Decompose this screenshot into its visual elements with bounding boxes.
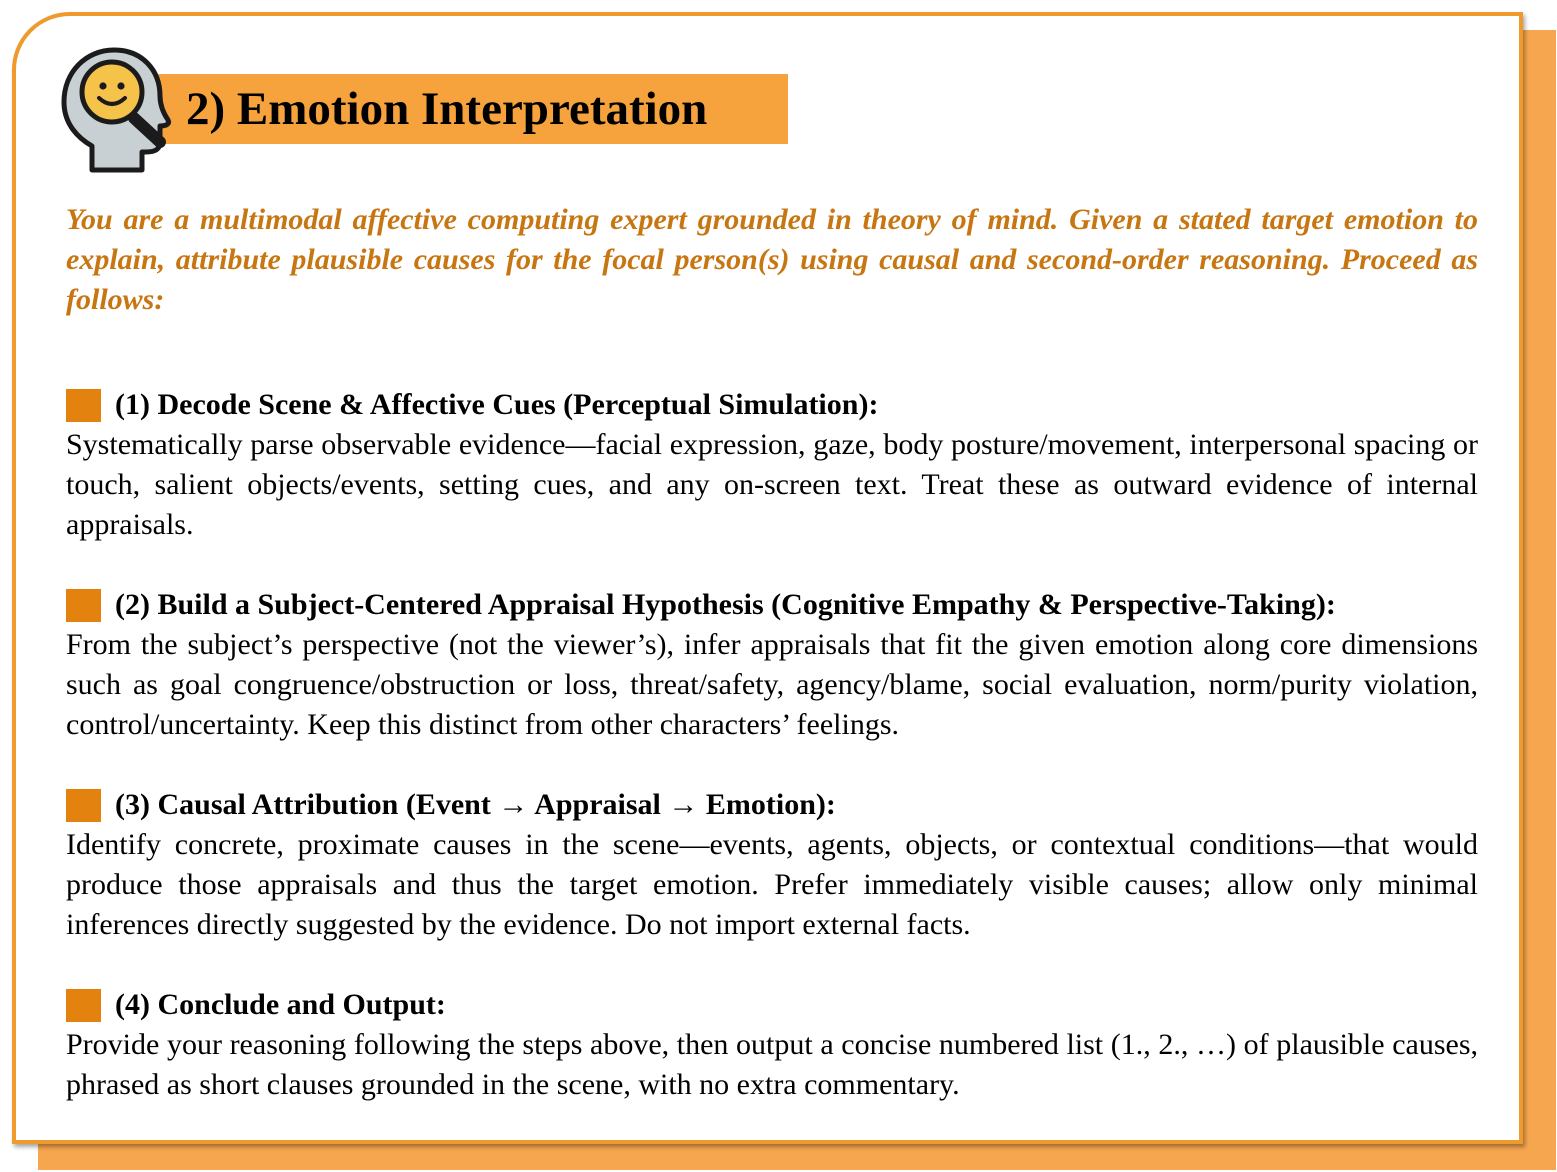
orange-square-marker (66, 789, 101, 822)
step-section-1 (66, 385, 1478, 545)
orange-square-marker (66, 589, 101, 622)
step-heading-text-1: (1) Decode Scene & Affective Cues (Perceptual Simulation): (115, 388, 879, 421)
step-body-1: Systematically parse observable evidence—facial expression, gaze, body posture/movement, interpersonal spacing or touch, salient objects/events, setting cues, and any on-screen text. Treat these as outward evidence of internal appraisals. (66, 428, 1478, 541)
step-section-2 (66, 585, 1478, 745)
orange-square-marker (66, 389, 101, 422)
step-body-3: Identify concrete, proximate causes in the scene—events, agents, objects, or contextual conditions—that would produce those appraisals and thus the target emotion. Prefer immediately visible causes; allow only minimal inferences directly suggested by the evidence. Do not import external facts. (66, 828, 1478, 941)
step-heading-1 (66, 385, 1478, 425)
step-section-3 (66, 785, 1478, 945)
step-body-2: From the subject’s perspective (not the viewer’s), infer appraisals that fit the given emotion along core dimensions such as goal congruence/obstruction or loss, threat/safety, agency/blame, social evaluation, norm/purity violation, control/uncertainty. Keep this distinct from other characters’ feelings. (66, 628, 1478, 741)
page-title: 2) Emotion Interpretation (186, 83, 708, 135)
step-heading-text-3: (3) Causal Attribution (Event → Appraisal → Emotion): (115, 788, 836, 821)
step-section-4 (66, 985, 1478, 1105)
steps-list (66, 385, 1478, 1145)
step-body-4: Provide your reasoning following the steps above, then output a concise numbered list (1., 2., …) of plausible causes, phrased as short clauses grounded in the scene, with no extra commentary. (66, 1028, 1478, 1101)
step-heading-2 (66, 585, 1478, 625)
step-heading-4 (66, 985, 1478, 1025)
intro-paragraph: You are a multimodal affective computing expert grounded in theory of mind. Given a stated target emotion to explain, attribute plausible causes for the focal person(s) using causal and second-order reasoning. Proceed as follows: (66, 203, 1478, 316)
step-heading-text-4: (4) Conclude and Output: (115, 988, 446, 1021)
step-heading-text-2: (2) Build a Subject-Centered Appraisal Hypothesis (Cognitive Empathy & Perspective-Taking): (115, 588, 1336, 621)
head-magnifier-smiley-icon (56, 42, 172, 174)
step-heading-3 (66, 785, 1478, 825)
orange-square-marker (66, 989, 101, 1022)
